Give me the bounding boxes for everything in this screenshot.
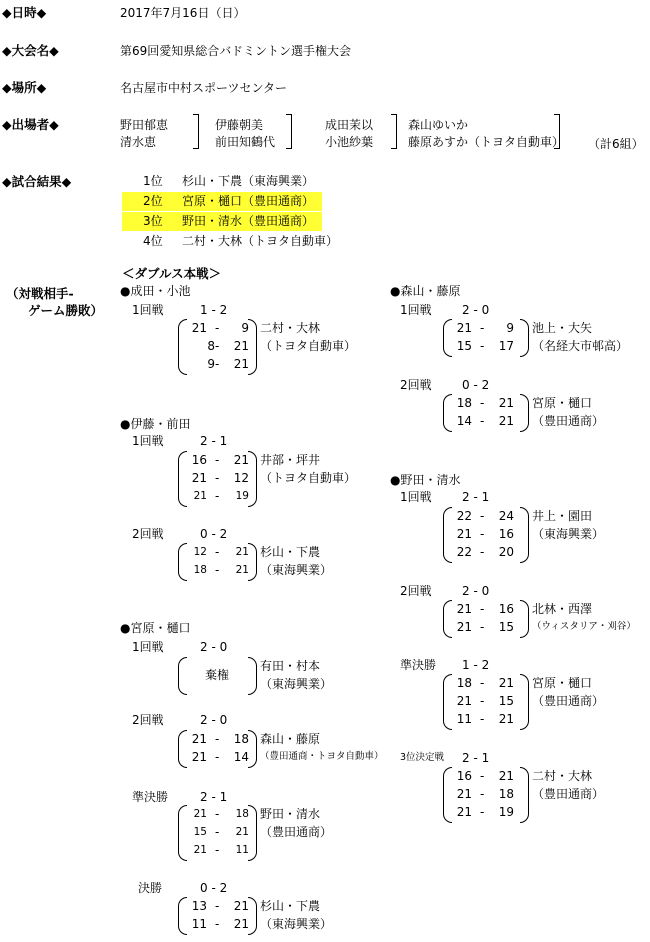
game-score-opp: 19 bbox=[498, 805, 514, 819]
game-score-dash: - bbox=[480, 694, 485, 708]
game-score-dash: - bbox=[215, 321, 220, 335]
game-score-own: 22 bbox=[456, 509, 472, 523]
game-score-opp: 20 bbox=[498, 545, 514, 559]
game-score-own: 12 bbox=[193, 546, 207, 558]
game-score-dash: - bbox=[215, 545, 220, 559]
game-score-opp: 21 bbox=[233, 339, 249, 353]
player-pair3-b: 小池紗葉 bbox=[325, 135, 374, 149]
match-score: 2 - 1 bbox=[462, 490, 490, 504]
game-score-opp: 15 bbox=[498, 694, 514, 708]
game-score-opp: 21 bbox=[235, 546, 249, 558]
game-score-opp: 21 bbox=[233, 453, 249, 467]
result-team: 野田・清水（豊田通商） bbox=[182, 214, 315, 228]
match-score: 2 - 0 bbox=[200, 713, 228, 727]
game-score-own: 15 bbox=[456, 339, 472, 353]
game-score-dash: - bbox=[480, 321, 485, 335]
opponent-team: （東海興業） bbox=[532, 527, 605, 541]
game-score-opp: 12 bbox=[233, 471, 249, 485]
player-pair1-b: 清水恵 bbox=[120, 135, 157, 149]
match-round: 1回戦 bbox=[400, 303, 432, 317]
game-score-dash: - bbox=[215, 807, 220, 821]
game-score-opp: 17 bbox=[498, 339, 514, 353]
match-score: 0 - 2 bbox=[200, 881, 228, 895]
match-round: 2回戦 bbox=[400, 378, 432, 392]
game-score-own: 21 bbox=[456, 787, 472, 801]
game-bracket-right bbox=[248, 319, 257, 375]
opponent-pair: 森山・藤原 bbox=[260, 732, 321, 746]
opponent-pair: 杉山・下農 bbox=[260, 545, 321, 559]
result-rank: 3位 bbox=[143, 214, 163, 228]
game-bracket-right bbox=[248, 805, 257, 861]
result-rank: 4位 bbox=[143, 234, 163, 248]
game-score-opp: 16 bbox=[498, 527, 514, 541]
opponent-pair: 井部・坪井 bbox=[260, 453, 321, 467]
game-score-opp: 19 bbox=[235, 490, 249, 502]
game-bracket-right bbox=[520, 319, 529, 357]
opponent-pair: 二村・大林 bbox=[532, 769, 593, 783]
game-bracket-right bbox=[520, 600, 529, 638]
game-score-own: 21 bbox=[193, 808, 207, 820]
match-score: 2 - 0 bbox=[200, 640, 228, 654]
match-round: 準決勝 bbox=[400, 658, 437, 672]
game-score-own: 13 bbox=[191, 899, 207, 913]
match-score: 0 - 2 bbox=[462, 378, 490, 392]
opponents-note-2: ゲーム勝敗） bbox=[28, 303, 104, 318]
match-round: 1回戦 bbox=[132, 303, 164, 317]
pair-name: ●伊藤・前田 bbox=[120, 417, 191, 431]
game-score-opp: 9 bbox=[506, 321, 514, 335]
game-score-own: 21 bbox=[191, 750, 207, 764]
match-round: 1回戦 bbox=[132, 434, 164, 448]
game-score-dash: - bbox=[480, 620, 485, 634]
match-score: 0 - 2 bbox=[200, 527, 228, 541]
game-score-opp: 16 bbox=[498, 602, 514, 616]
forfeit-text: 棄権 bbox=[205, 668, 230, 682]
game-score-own: 11 bbox=[191, 917, 207, 931]
player-pair1-a: 野田郁恵 bbox=[120, 118, 169, 132]
player-pair2-a: 伊藤朝美 bbox=[215, 118, 264, 132]
game-score-dash: - bbox=[215, 899, 220, 913]
pair-bracket bbox=[193, 114, 199, 149]
opponent-team: （豊田通商・トヨタ自動車） bbox=[260, 751, 384, 762]
game-score-own: 21 bbox=[193, 490, 207, 502]
match-round: 2回戦 bbox=[132, 527, 164, 541]
opponent-pair: 杉山・下農 bbox=[260, 899, 321, 913]
opponent-team: （豊田通商） bbox=[532, 694, 605, 708]
game-bracket-right bbox=[248, 730, 257, 768]
match-round: 準決勝 bbox=[132, 790, 169, 804]
event-value: 第69回愛知県総合バドミントン選手権大会 bbox=[120, 44, 352, 58]
result-team: 二村・大林（トヨタ自動車） bbox=[182, 234, 339, 248]
game-score-dash: - bbox=[215, 453, 220, 467]
game-score-own: 14 bbox=[456, 414, 472, 428]
game-score-dash: - bbox=[480, 805, 485, 819]
opponent-team: （トヨタ自動車） bbox=[260, 339, 357, 353]
game-score-opp: 14 bbox=[233, 750, 249, 764]
date-label: ◆日時◆ bbox=[2, 5, 47, 20]
game-bracket-right bbox=[520, 767, 529, 823]
game-score-dash: - bbox=[215, 563, 220, 577]
game-score-opp: 18 bbox=[498, 787, 514, 801]
date-value: 2017年7月16日（日） bbox=[120, 6, 246, 20]
game-score-opp: 18 bbox=[233, 732, 249, 746]
game-score-opp: 21 bbox=[235, 564, 249, 576]
game-bracket-right bbox=[248, 657, 257, 695]
game-score-dash: - bbox=[215, 825, 220, 839]
game-score-dash: - bbox=[215, 471, 220, 485]
result-team: 杉山・下農（東海興業） bbox=[182, 174, 315, 188]
pair-bracket bbox=[391, 114, 397, 149]
game-score-own: 21 bbox=[191, 732, 207, 746]
game-score-own: 16 bbox=[191, 453, 207, 467]
match-score: 2 - 1 bbox=[200, 434, 228, 448]
match-round: 3位決定戦 bbox=[400, 752, 445, 763]
match-score: 2 - 0 bbox=[462, 584, 490, 598]
players-label: ◆出場者◆ bbox=[2, 117, 59, 132]
results-label: ◆試合結果◆ bbox=[2, 174, 72, 189]
game-score-dash: - bbox=[215, 357, 220, 371]
opponent-pair: 井上・園田 bbox=[532, 509, 593, 523]
player-pair4-a: 森山ゆいか bbox=[408, 118, 469, 132]
opponent-pair: 池上・大矢 bbox=[532, 321, 593, 335]
game-score-own: 22 bbox=[456, 545, 472, 559]
game-score-dash: - bbox=[480, 414, 485, 428]
pair-bracket bbox=[554, 114, 560, 149]
match-round: 決勝 bbox=[138, 881, 163, 895]
players-total: （計6組） bbox=[588, 137, 644, 151]
pair-name: ●宮原・樋口 bbox=[120, 621, 191, 635]
game-score-opp: 24 bbox=[498, 509, 514, 523]
game-score-dash: - bbox=[215, 489, 220, 503]
game-score-opp: 21 bbox=[498, 414, 514, 428]
opponent-pair: 宮原・樋口 bbox=[532, 676, 593, 690]
opponent-team: （トヨタ自動車） bbox=[260, 471, 357, 485]
game-score-own: 16 bbox=[456, 769, 472, 783]
game-score-own: 21 bbox=[456, 321, 472, 335]
game-score-dash: - bbox=[480, 509, 485, 523]
game-score-dash: - bbox=[480, 602, 485, 616]
game-score-dash: - bbox=[480, 527, 485, 541]
game-score-dash: - bbox=[215, 339, 220, 353]
game-score-dash: - bbox=[215, 843, 220, 857]
game-score-opp: 18 bbox=[235, 808, 249, 820]
game-score-opp: 21 bbox=[235, 826, 249, 838]
pair-name: ●野田・清水 bbox=[390, 473, 461, 487]
game-score-own: 21 bbox=[456, 527, 472, 541]
game-score-dash: - bbox=[215, 732, 220, 746]
pair-bracket bbox=[286, 114, 292, 149]
game-score-opp: 21 bbox=[233, 899, 249, 913]
opponent-pair: 宮原・樋口 bbox=[532, 396, 593, 410]
game-score-own: 21 bbox=[456, 620, 472, 634]
game-score-dash: - bbox=[480, 339, 485, 353]
game-score-dash: - bbox=[480, 769, 485, 783]
game-bracket-left bbox=[178, 657, 187, 695]
opponent-team: （東海興業） bbox=[260, 917, 333, 931]
result-rank: 1位 bbox=[143, 174, 163, 188]
game-score-dash: - bbox=[480, 396, 485, 410]
game-score-opp: 21 bbox=[498, 396, 514, 410]
opponent-team: （名経大市邨高） bbox=[532, 339, 629, 353]
match-round: 1回戦 bbox=[132, 640, 164, 654]
game-bracket-right bbox=[248, 543, 257, 581]
match-score: 2 - 1 bbox=[200, 790, 228, 804]
opponent-team: （東海興業） bbox=[260, 677, 333, 691]
venue-value: 名古屋市中村スポーツセンター bbox=[120, 81, 288, 95]
game-score-own: 18 bbox=[456, 676, 472, 690]
game-score-own: 15 bbox=[193, 826, 207, 838]
opponent-team: （東海興業） bbox=[260, 563, 333, 577]
game-score-opp: 21 bbox=[233, 357, 249, 371]
game-score-own: 21 bbox=[456, 694, 472, 708]
match-round: 1回戦 bbox=[400, 490, 432, 504]
pair-name: ●成田・小池 bbox=[120, 284, 191, 298]
doubles-title: ＜ダブルス本戦＞ bbox=[122, 266, 222, 281]
game-score-own: 21 bbox=[191, 471, 207, 485]
game-bracket-right bbox=[520, 674, 529, 730]
result-team: 宮原・樋口（豊田通商） bbox=[182, 194, 315, 208]
game-score-dash: - bbox=[480, 787, 485, 801]
game-score-dash: - bbox=[480, 676, 485, 690]
game-score-opp: 15 bbox=[498, 620, 514, 634]
game-bracket-right bbox=[520, 507, 529, 563]
game-score-opp: 21 bbox=[498, 676, 514, 690]
game-score-opp: 9 bbox=[241, 321, 249, 335]
opponent-pair: 有田・村本 bbox=[260, 659, 321, 673]
pair-name: ●森山・藤原 bbox=[390, 284, 461, 298]
venue-label: ◆場所◆ bbox=[2, 80, 47, 95]
game-score-opp: 21 bbox=[233, 917, 249, 931]
game-score-dash: - bbox=[480, 545, 485, 559]
match-round: 2回戦 bbox=[400, 584, 432, 598]
match-score: 2 - 0 bbox=[462, 303, 490, 317]
game-score-own: 9 bbox=[207, 357, 215, 371]
game-score-own: 21 bbox=[191, 321, 207, 335]
player-pair2-b: 前田知鶴代 bbox=[215, 135, 276, 149]
opponent-team: （豊田通商） bbox=[532, 787, 605, 801]
player-pair4-b: 藤原あすか（トヨタ自動車） bbox=[408, 135, 565, 149]
event-label: ◆大会名◆ bbox=[2, 43, 59, 58]
match-score: 1 - 2 bbox=[462, 658, 490, 672]
opponent-team: （豊田通商） bbox=[532, 414, 605, 428]
game-score-own: 8 bbox=[207, 339, 215, 353]
game-score-opp: 21 bbox=[498, 769, 514, 783]
game-score-own: 18 bbox=[193, 564, 207, 576]
game-bracket-right bbox=[248, 897, 257, 935]
opponents-note-1: （対戦相手- bbox=[6, 286, 74, 301]
game-score-dash: - bbox=[480, 712, 485, 726]
game-score-opp: 11 bbox=[235, 844, 249, 856]
game-score-own: 21 bbox=[193, 844, 207, 856]
opponent-team: （ウィスタリア・刈谷） bbox=[532, 621, 636, 632]
game-score-opp: 21 bbox=[498, 712, 514, 726]
game-score-own: 21 bbox=[456, 805, 472, 819]
game-score-dash: - bbox=[215, 750, 220, 764]
player-pair3-a: 成田茉以 bbox=[325, 118, 374, 132]
opponent-pair: 二村・大林 bbox=[260, 321, 321, 335]
game-score-own: 18 bbox=[456, 396, 472, 410]
match-score: 2 - 1 bbox=[462, 751, 490, 765]
game-bracket-right bbox=[520, 394, 529, 432]
opponent-pair: 野田・清水 bbox=[260, 807, 321, 821]
game-score-dash: - bbox=[215, 917, 220, 931]
result-rank: 2位 bbox=[143, 194, 163, 208]
game-bracket-right bbox=[248, 451, 257, 507]
opponent-pair: 北林・西澤 bbox=[532, 602, 593, 616]
game-score-own: 21 bbox=[456, 602, 472, 616]
opponent-team: （豊田通商） bbox=[260, 825, 333, 839]
match-score: 1 - 2 bbox=[200, 303, 228, 317]
match-round: 2回戦 bbox=[132, 713, 164, 727]
game-score-own: 11 bbox=[456, 712, 472, 726]
